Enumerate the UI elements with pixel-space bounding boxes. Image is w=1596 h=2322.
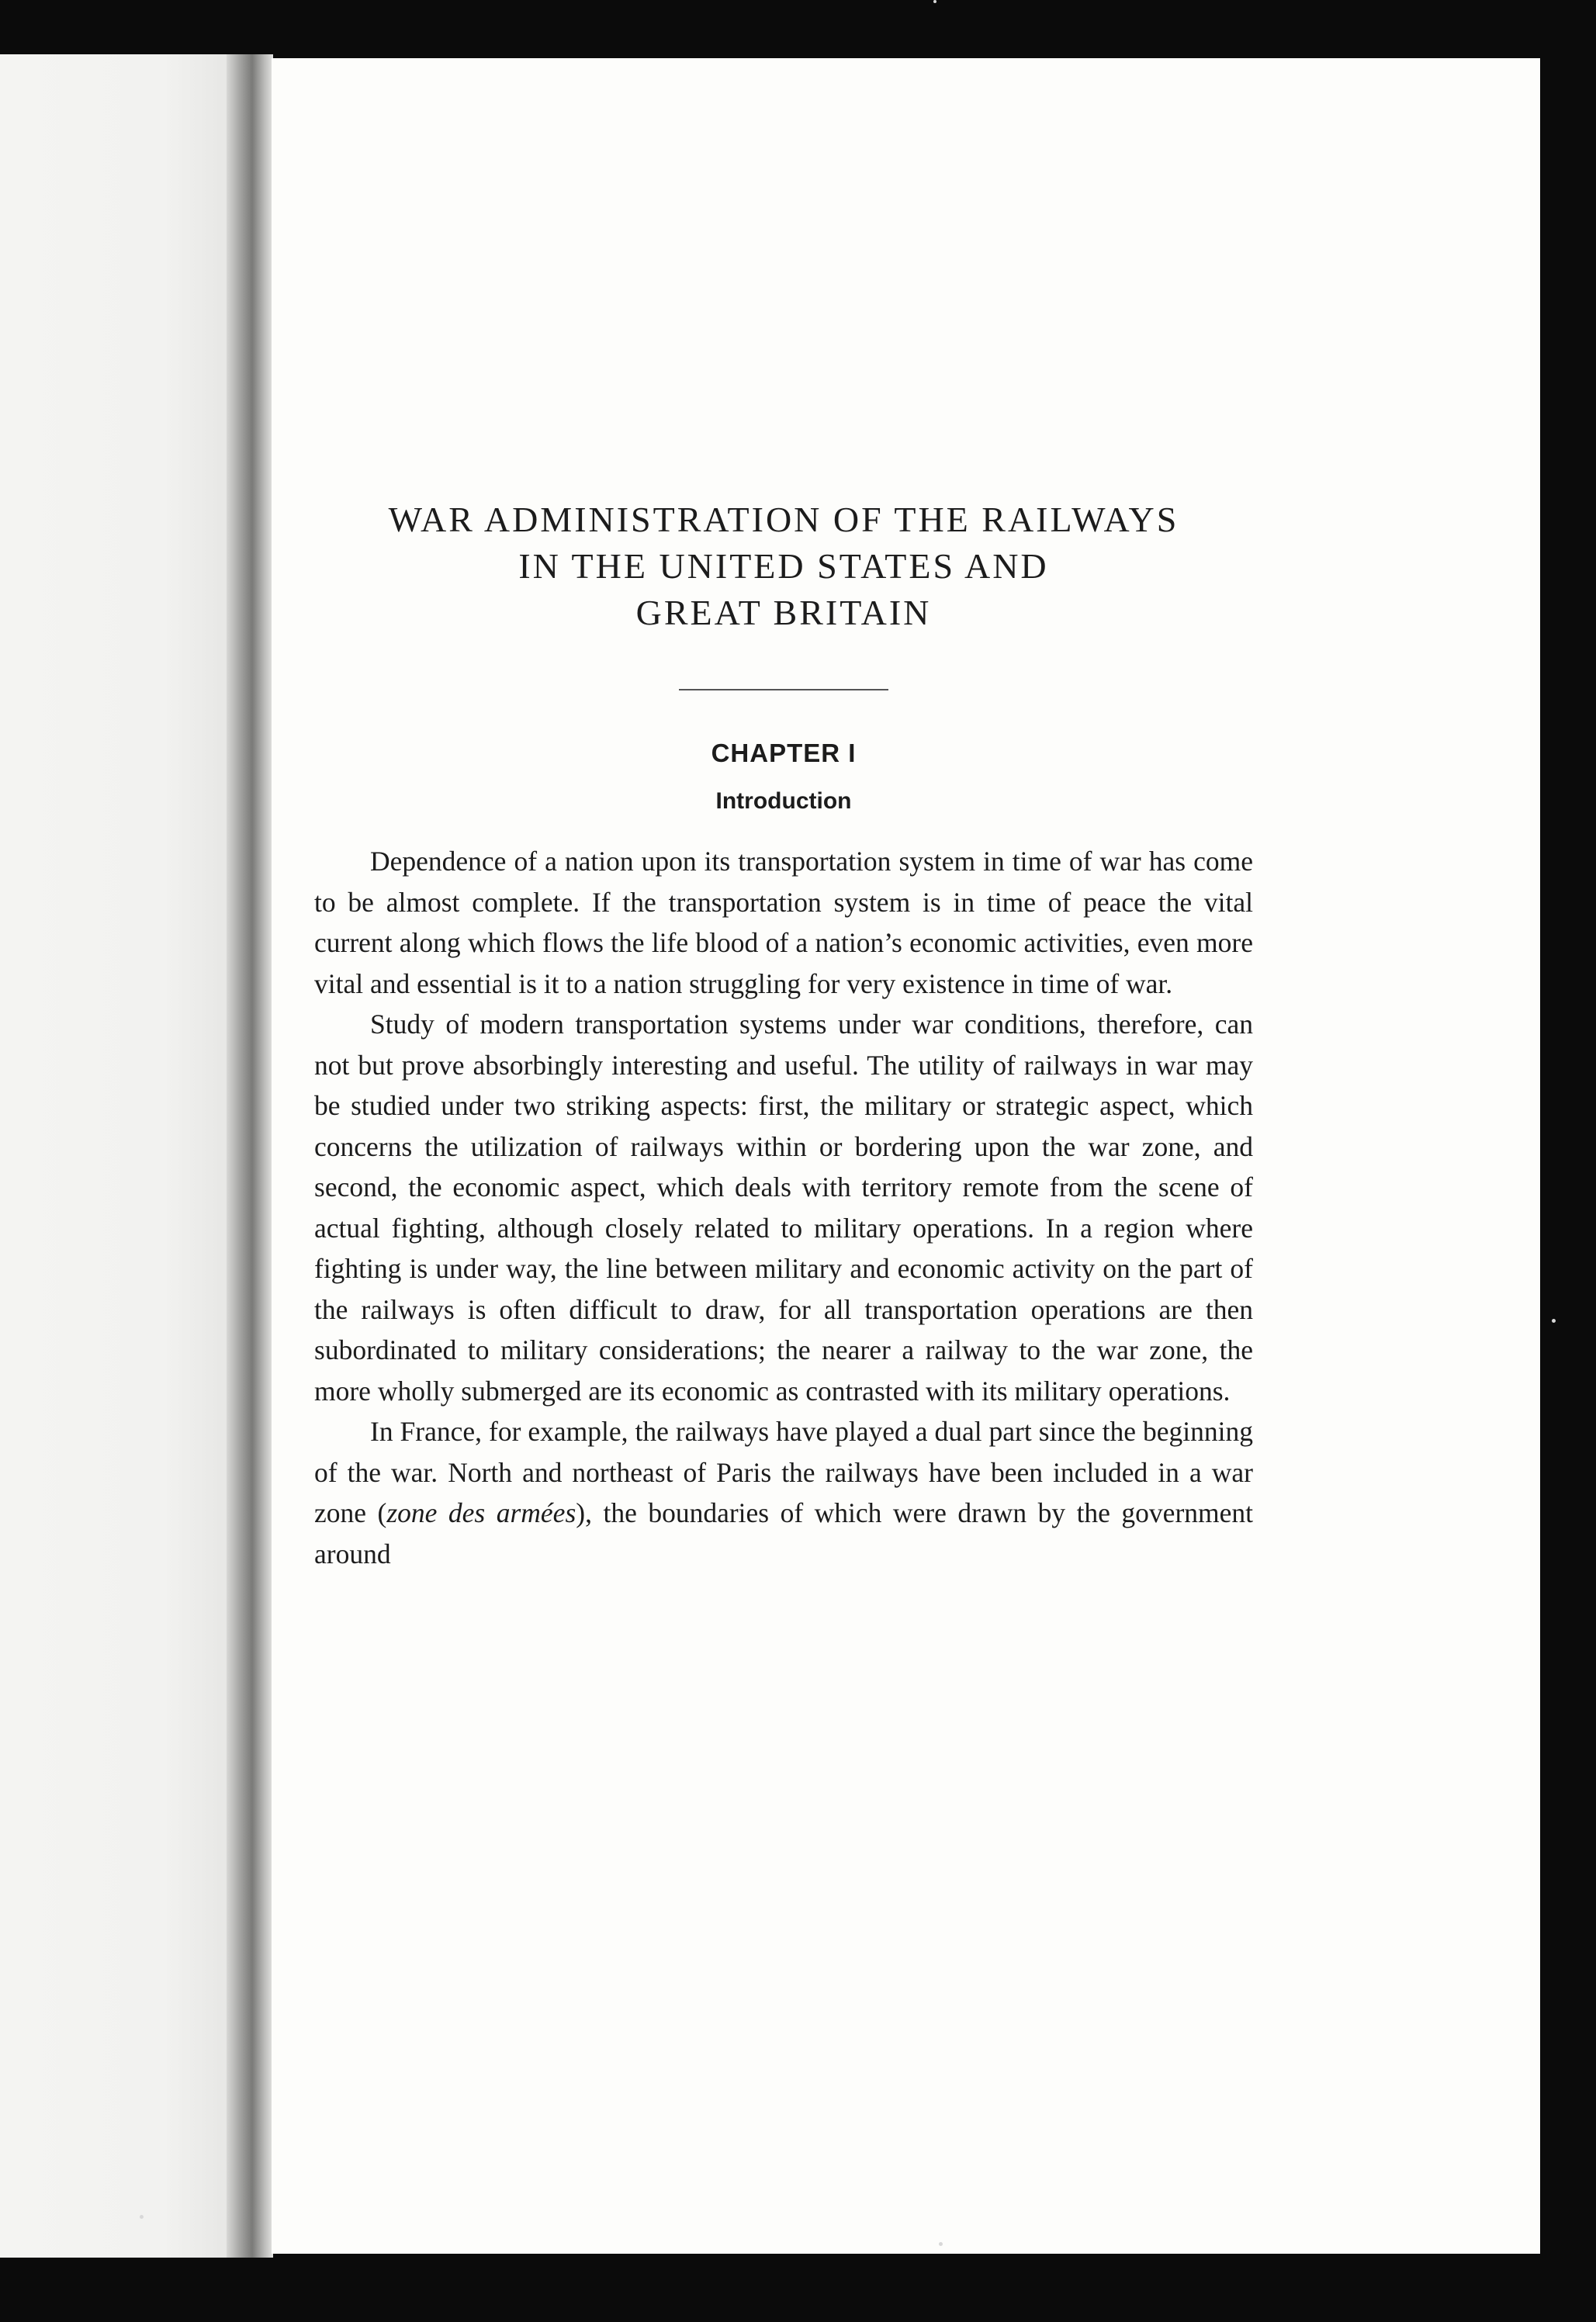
body-text (314, 841, 1253, 1574)
italic-term: zone des armées (386, 1497, 576, 1528)
scan-speck (933, 0, 936, 3)
book-title-line: IN THE UNITED STATES AND (518, 546, 1049, 586)
paragraph-text: In France, for example, the railways have played a dual part since the beginning of the war. North and northeast of Paris the railways have been included in a war zone ( (314, 1416, 1253, 1528)
book-title-line: GREAT BRITAIN (635, 593, 932, 632)
scan-speck (939, 2242, 943, 2246)
paragraph: Study of modern transportation systems under war conditions, therefore, can not but prove absorbingly interesting and useful. The utility of railways in war may be studied under two striking aspects: first, the military or strategic aspect, which concerns the utilization of railways within or bordering upon the war zone, and second, the economic aspect, which deals with territory remote from the scene of actual fighting, although closely related to military operations. In a region where fighting is under way, the line between military and economic activity on the part of the railways is often difficult to draw, for all transportation operations are then subordinated to military considerations; the nearer a railway to the war zone, the more wholly submerged are its economic as contrasted with its military operations. (314, 1009, 1253, 1407)
left-page-edge (0, 54, 233, 2258)
scan-speck (140, 2215, 144, 2219)
paragraph-text: ), the boundaries of which were drawn by the government around (314, 1497, 1253, 1569)
chapter-subtitle: Introduction (715, 788, 852, 814)
book-gutter (227, 54, 273, 2258)
book-title (314, 497, 1253, 636)
paragraph: Dependence of a nation upon its transportation system in time of war has come to be almost complete. If the transportation system is in time of peace the vital current along which flows the life blood of a nation’s economic activities, even more vital and essential is it to a nation struggling for very existence in time of war. (314, 846, 1253, 999)
title-divider (679, 689, 888, 690)
book-title-line: WAR ADMINISTRATION OF THE RAILWAYS (388, 500, 1179, 539)
chapter-heading: CHAPTER I (711, 739, 857, 767)
page-content (314, 497, 1253, 1574)
scan-speck (1552, 1319, 1556, 1323)
paragraph (314, 1411, 1253, 1574)
